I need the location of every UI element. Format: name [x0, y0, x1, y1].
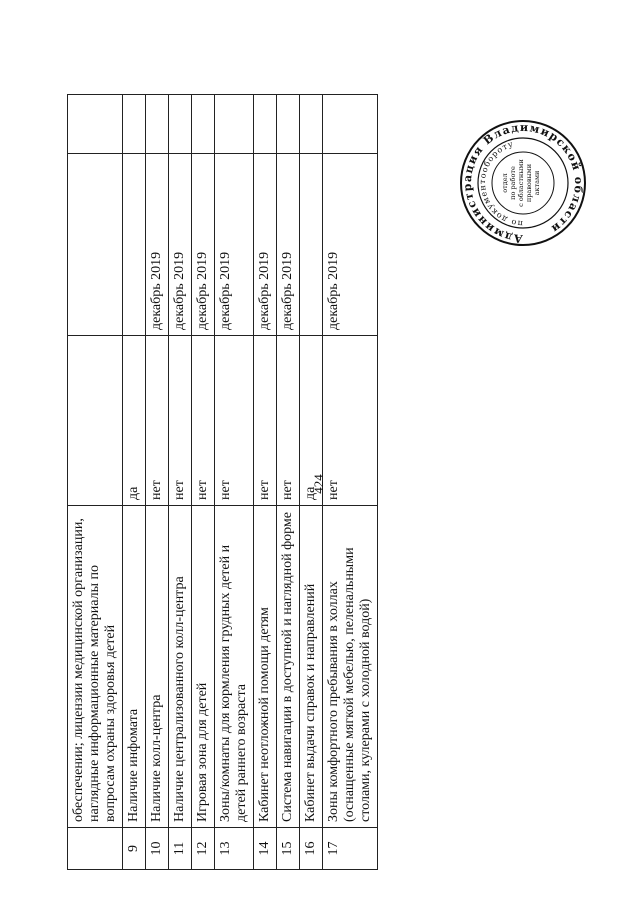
official-seal — [458, 118, 588, 248]
row-empty — [123, 95, 146, 154]
seal-inner-text: по документообороту — [477, 139, 524, 229]
row-empty — [169, 95, 192, 154]
table-row — [68, 95, 123, 870]
row-deadline: декабрь 2019 — [215, 154, 254, 336]
seal-center-line: правовыми — [525, 163, 533, 203]
row-name: Наличие централизованного колл-центра — [169, 506, 192, 828]
row-deadline: декабрь 2019 — [323, 154, 378, 336]
row-status: нет — [215, 336, 254, 506]
row-deadline: декабрь 2019 — [146, 154, 169, 336]
table-row — [192, 95, 215, 870]
row-status: нет — [323, 336, 378, 506]
seal-outer-text: Администрация Владимирской области — [460, 120, 586, 246]
table-row — [277, 95, 300, 870]
seal-center-line: актами — [533, 170, 541, 196]
row-number: 9 — [123, 828, 146, 870]
row-empty — [215, 95, 254, 154]
table-row — [146, 95, 169, 870]
table-row — [169, 95, 192, 870]
row-deadline: декабрь 2019 — [254, 154, 277, 336]
row-empty — [254, 95, 277, 154]
row-empty — [323, 95, 378, 154]
row-empty — [277, 95, 300, 154]
table-row — [254, 95, 277, 870]
row-name: Игровая зона для детей — [192, 506, 215, 828]
row-name: Кабинет выдачи справок и направлений — [300, 506, 323, 828]
row-name: Зоны комфортного пребывания в холлах (оснащенные мягкой мебелью, пеленальными столами, кулерами с холодной водой) — [323, 506, 378, 828]
row-status: да — [123, 336, 146, 506]
table-row — [323, 95, 378, 870]
row-number: 12 — [192, 828, 215, 870]
row-name: Наличие инфомата — [123, 506, 146, 828]
row-number: 17 — [323, 828, 378, 870]
table-row — [123, 95, 146, 870]
row-status — [68, 336, 123, 506]
row-status: нет — [169, 336, 192, 506]
row-status: да — [300, 336, 323, 506]
row-name: Система навигации в доступной и наглядной форме — [277, 506, 300, 828]
row-status: нет — [192, 336, 215, 506]
row-number: 11 — [169, 828, 192, 870]
row-empty — [300, 95, 323, 154]
row-number: 14 — [254, 828, 277, 870]
row-name: обеспечении; лицензии медицинской организации, наглядные информационные материалы по вопросам охраны здоровья детей — [68, 506, 123, 828]
seal-center-line: по работе — [509, 166, 517, 200]
row-status: нет — [146, 336, 169, 506]
row-name: Наличие колл-центра — [146, 506, 169, 828]
row-empty — [146, 95, 169, 154]
row-name: Кабинет неотложной помощи детям — [254, 506, 277, 828]
measures-table — [67, 94, 378, 870]
row-deadline: декабрь 2019 — [169, 154, 192, 336]
page-number: 424 — [311, 474, 326, 494]
table-row — [215, 95, 254, 870]
seal-center-line: отдел — [501, 173, 509, 193]
row-status: нет — [277, 336, 300, 506]
row-empty — [68, 95, 123, 154]
row-deadline: декабрь 2019 — [192, 154, 215, 336]
row-status: нет — [254, 336, 277, 506]
row-name: Зоны/комнаты для кормления грудных детей и детей раннего возраста — [215, 506, 254, 828]
seal-center-line: с областными — [517, 159, 525, 207]
row-deadline — [68, 154, 123, 336]
row-number: 13 — [215, 828, 254, 870]
rotated-page-content — [67, 95, 463, 870]
row-number: 16 — [300, 828, 323, 870]
row-number — [68, 828, 123, 870]
row-deadline: декабрь 2019 — [277, 154, 300, 336]
row-deadline — [300, 154, 323, 336]
row-number: 10 — [146, 828, 169, 870]
row-deadline — [123, 154, 146, 336]
row-empty — [192, 95, 215, 154]
row-number: 15 — [277, 828, 300, 870]
